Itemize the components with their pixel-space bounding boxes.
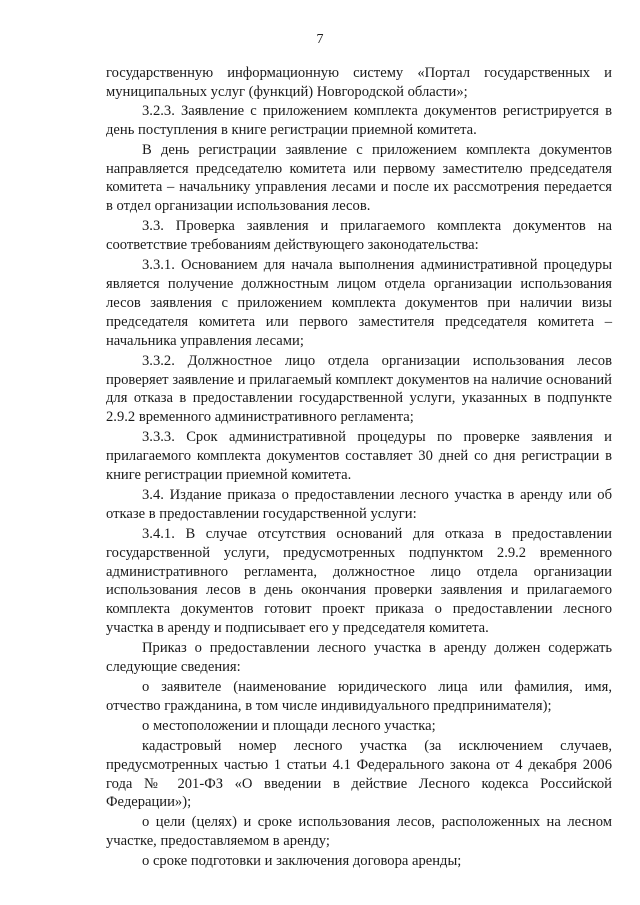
paragraph: 3.2.3. Заявление с приложением комплекта документов регистрируется в день поступления в книге регистрации приемной комитета. bbox=[106, 102, 612, 138]
document-body bbox=[106, 64, 612, 871]
page-number: 7 bbox=[316, 32, 324, 47]
list-item: о местоположении и площади лесного участка; bbox=[142, 717, 436, 734]
list-item: о цели (целях) и сроке использования лесов, расположенных на лесном участке, предоставляемом в аренду; bbox=[106, 814, 612, 850]
paragraph: 3.3.1. Основанием для начала выполнения административной процедуры является получение должностным лицом отдела организации использования лесов заявления с приложением комплекта документов при наличии визы председателя комитета или первого заместителя председателя комитета – начальника управления лесами; bbox=[106, 257, 612, 349]
paragraph: 3.3.3. Срок административной процедуры по проверке заявления и прилагаемого комплекта документов составляет 30 дней со дня регистрации в книге регистрации приемной комитета. bbox=[106, 429, 612, 484]
paragraph: государственную информационную систему «Портал государственных и муниципальных услуг (функций) Новгородской области»; bbox=[106, 65, 612, 100]
paragraph: Приказ о предоставлении лесного участка в аренду должен содержать следующие сведения: bbox=[106, 640, 612, 676]
paragraph: В день регистрации заявление с приложением комплекта документов направляется председателю комитета или первому заместителю председателя комитета – начальнику управления лесами и после их рассмотрения передается в отдел организации использования лесов. bbox=[106, 141, 612, 215]
list-item: о сроке подготовки и заключения договора аренды; bbox=[142, 853, 462, 870]
list-item: о заявителе (наименование юридического лица или фамилия, имя, отчество гражданина, в том числе индивидуального предпринимателя); bbox=[106, 679, 612, 714]
paragraph: 3.4.1. В случае отсутствия оснований для отказа в предоставлении государственной услуги, предусмотренных подпунктом 2.9.2 временного административного регламента, должностное лицо отдела организации использования лесов в день окончания проверки заявления и прилагаемого комплекта документов готовит проект приказа о предоставлении лесного участка в аренду и подписывает его у председателя комитета. bbox=[106, 525, 612, 637]
list-item: кадастровый номер лесного участка (за исключением случаев, предусмотренных частью 1 статьи 4.1 Федерального закона от 4 декабря 2006 года № 201-ФЗ «О введении в действие Лесного кодекса Российской Федерации»); bbox=[106, 737, 612, 811]
paragraph: 3.3.2. Должностное лицо отдела организации использования лесов проверяет заявление и прилагаемый комплект документов на наличие оснований для отказа в предоставлении государственной услуги, указанных в подпункте 2.9.2 временного административного регламента; bbox=[106, 352, 612, 426]
paragraph: 3.3. Проверка заявления и прилагаемого комплекта документов на соответствие требованиям действующего законодательства: bbox=[106, 218, 612, 254]
paragraph: 3.4. Издание приказа о предоставлении лесного участка в аренду или об отказе в предоставлении государственной услуги: bbox=[106, 486, 612, 522]
